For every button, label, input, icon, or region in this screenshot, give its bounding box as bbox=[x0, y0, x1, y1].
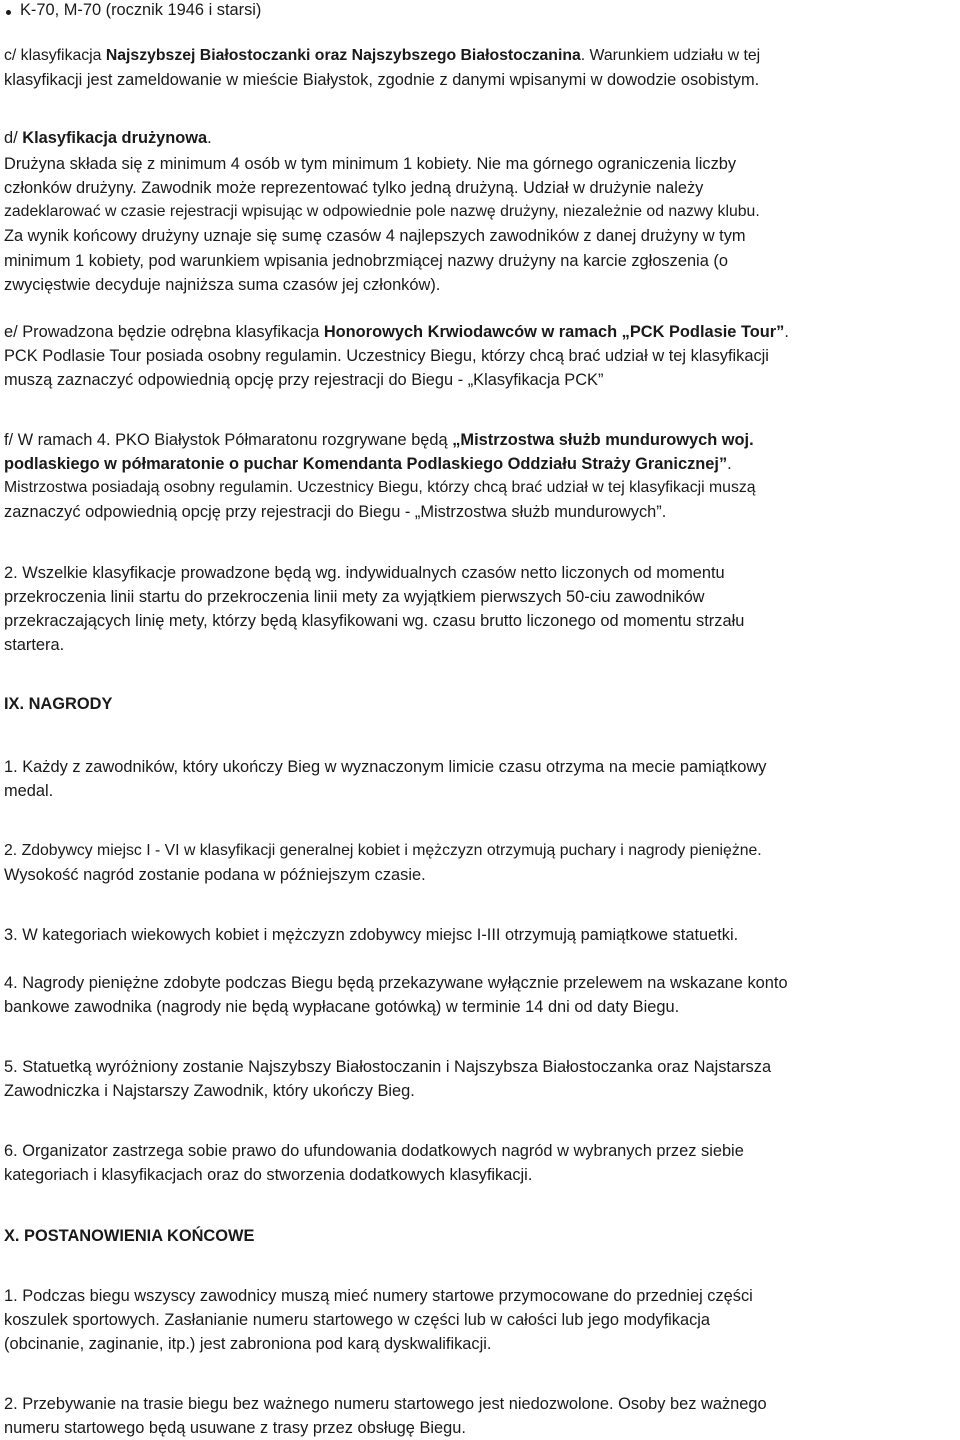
f-suffix: . bbox=[727, 455, 732, 473]
postanowienia-p2-line-1: 2. Przebywanie na trasie biegu bez ważnego numeru startowego jest niedozwolone. Osoby bez ważnego bbox=[4, 1395, 767, 1413]
nagrody-p5-line-2: Zawodniczka i Najstarszy Zawodnik, który ukończy Bieg. bbox=[4, 1082, 415, 1100]
e-suffix: . bbox=[784, 323, 789, 341]
f-line-1 bbox=[4, 430, 754, 450]
nagrody-p6-line-2: kategoriach i klasyfikacjach oraz do stworzenia dodatkowych klasyfikacji. bbox=[4, 1166, 533, 1184]
postanowienia-p1-line-2: koszulek sportowych. Zasłanianie numeru startowego w części lub w całości lub jego modyfikacja bbox=[4, 1311, 711, 1329]
c-line-2: klasyfikacji jest zameldowanie w mieście Białystok, zgodnie z danymi wpisanymi w dowodzie osobistym. bbox=[4, 71, 760, 89]
e-prefix: e/ Prowadzona będzie odrębna klasyfikacja bbox=[4, 323, 324, 341]
bullet-item: K-70, M-70 (rocznik 1946 i starsi) bbox=[20, 1, 262, 19]
nagrody-p2-line-2: Wysokość nagród zostanie podana w późniejszym czasie. bbox=[4, 866, 426, 884]
f-bold-term-2: podlaskiego w półmaratonie o puchar Komendanta Podlaskiego Oddziału Straży Granicznej” bbox=[4, 455, 728, 473]
nagrody-p3-line-1: 3. W kategoriach wiekowych kobiet i mężczyzn zdobywcy miejsc I-III otrzymują pamiątkowe statuetki. bbox=[4, 926, 739, 944]
d-line-1: Drużyna składa się z minimum 4 osób w tym minimum 1 kobiety. Nie ma górnego ograniczenia liczby bbox=[4, 155, 737, 173]
d-bold-term: Klasyfikacja drużynowa bbox=[22, 129, 208, 147]
d-prefix: d/ bbox=[4, 129, 23, 147]
c-bold-term: Najszybszej Białostoczanki oraz Najszybszego Białostoczanina bbox=[105, 47, 581, 64]
postanowienia-p1-line-3: (obcinanie, zaginanie, itp.) jest zabroniona pod karą dyskwalifikacji. bbox=[4, 1335, 492, 1353]
section-heading-postanowienia: X. POSTANOWIENIA KOŃCOWE bbox=[4, 1227, 255, 1245]
d-line-3: zadeklarować w czasie rejestracji wpisując w odpowiednie pole nazwę drużyny, niezależnie od nazwy klubu. bbox=[4, 203, 760, 220]
d-line-2: członków drużyny. Zawodnik może reprezentować tylko jedną drużyną. Udział w drużynie należy bbox=[4, 179, 704, 197]
nagrody-p6-line-1: 6. Organizator zastrzega sobie prawo do ufundowania dodatkowych nagród w wybranych przez siebie bbox=[4, 1142, 744, 1160]
bullet-dot bbox=[6, 10, 11, 15]
c-line-1 bbox=[4, 46, 760, 66]
e-line-3: muszą zaznaczyć odpowiednią opcję przy rejestracji do Biegu - „Klasyfikacja PCK” bbox=[4, 371, 604, 389]
f-line-3: Mistrzostwa posiadają osobny regulamin. Uczestnicy Biegu, którzy chcą brać udział w tej klasyfikacji muszą bbox=[4, 479, 756, 496]
nagrody-p5-line-1: 5. Statuetką wyróżniony zostanie Najszybszy Białostoczanin i Najszybsza Białostoczanka oraz Najstarsza bbox=[4, 1058, 772, 1076]
p2-line-3: przekraczających linię mety, którzy będą klasyfikowani wg. czasu brutto liczonego od momentu strzału bbox=[4, 612, 745, 630]
f-line-4: zaznaczyć odpowiednią opcję przy rejestracji do Biegu - „Mistrzostwa służb mundurowych”. bbox=[4, 503, 667, 521]
postanowienia-p2-line-2: numeru startowego będą usuwane z trasy przez obsługę Biegu. bbox=[4, 1419, 466, 1437]
e-line-1 bbox=[4, 322, 789, 342]
nagrody-p1-line-1: 1. Każdy z zawodników, który ukończy Bieg w wyznaczonym limicie czasu otrzyma na mecie pamiątkowy bbox=[4, 758, 767, 776]
c-prefix: c/ klasyfikacja bbox=[4, 47, 106, 64]
nagrody-p4-line-1: 4. Nagrody pieniężne zdobyte podczas Biegu będą przekazywane wyłącznie przelewem na wskazane konto bbox=[4, 974, 788, 992]
d-suffix: . bbox=[207, 129, 212, 147]
p2-line-1: 2. Wszelkie klasyfikacje prowadzone będą wg. indywidualnych czasów netto liczonych od momentu bbox=[4, 564, 725, 582]
nagrody-p4-line-2: bankowe zawodnika (nagrody nie będą wypłacane gotówką) w terminie 14 dni od daty Biegu. bbox=[4, 998, 680, 1016]
p2-line-2: przekroczenia linii startu do przekroczenia linii mety za wyjątkiem pierwszych 50-ciu zawodników bbox=[4, 588, 705, 606]
f-line-2 bbox=[4, 454, 732, 474]
p2-line-4: startera. bbox=[4, 636, 65, 654]
d-line-5: minimum 1 kobiety, pod warunkiem wpisania jednobrzmiącej nazwy drużyny na karcie zgłoszenia (o bbox=[4, 252, 728, 270]
f-prefix: f/ W ramach 4. PKO Białystok Półmaratonu rozgrywane będą bbox=[4, 431, 453, 449]
postanowienia-p1-line-1: 1. Podczas biegu wszyscy zawodnicy muszą mieć numery startowe przymocowane do przedniej części bbox=[4, 1287, 753, 1305]
nagrody-p2-line-1: 2. Zdobywcy miejsc I - VI w klasyfikacji generalnej kobiet i mężczyzn otrzymują puchary i nagrody pieniężne. bbox=[4, 842, 762, 859]
d-line-6: zwycięstwie decyduje najniższa suma czasów jej członków). bbox=[4, 276, 441, 294]
section-heading-nagrody: IX. NAGRODY bbox=[4, 695, 113, 713]
d-line-4: Za wynik końcowy drużyny uznaje się sumę czasów 4 najlepszych zawodników z danej drużyny w tym bbox=[4, 227, 746, 245]
d-heading bbox=[4, 128, 212, 148]
e-bold-term: Honorowych Krwiodawców w ramach „PCK Podlasie Tour” bbox=[323, 323, 785, 341]
nagrody-p1-line-2: medal. bbox=[4, 782, 54, 800]
f-bold-term-1: „Mistrzostwa służb mundurowych woj. bbox=[452, 431, 754, 449]
c-suffix: . Warunkiem udziału w tej bbox=[580, 47, 761, 64]
e-line-2: PCK Podlasie Tour posiada osobny regulamin. Uczestnicy Biegu, którzy chcą brać udział w tej klasyfikacji bbox=[4, 347, 769, 365]
